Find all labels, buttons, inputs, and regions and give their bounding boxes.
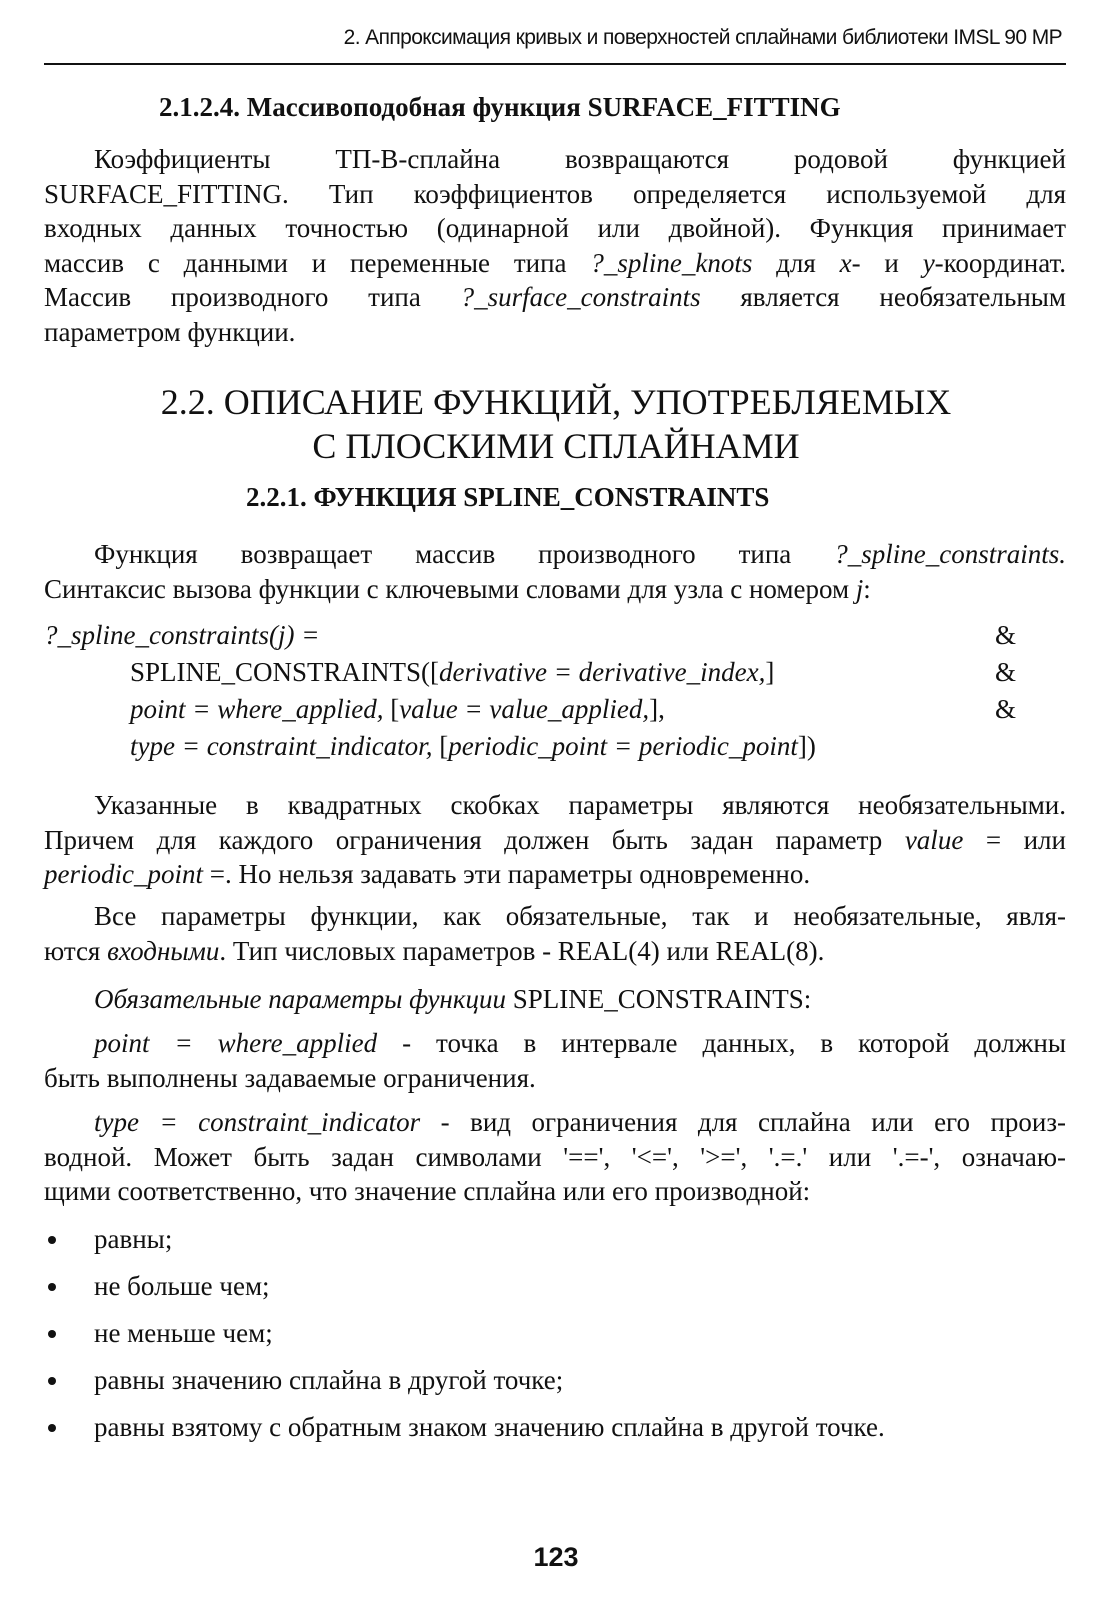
continuation-amp: & [994, 657, 1016, 687]
text-line: входных данных точностью (одинарной или двойной). Функция принимает [44, 213, 1066, 243]
list-item: равны взятому с обратным знаком значению сплайна в другой точке. [44, 1404, 885, 1451]
list-item: равны; [44, 1216, 885, 1263]
text-line: Функция возвращает массив производного типа ?_spline_constraints. [94, 539, 1066, 569]
code-line-4: type = constraint_indicator, [periodic_point = periodic_point]) [130, 731, 816, 761]
subsection-heading-surface-fitting: 2.1.2.4. Массивоподобная функция SURFACE_FITTING [159, 92, 841, 122]
code-line-1: ?_spline_constraints(j) = [44, 620, 320, 650]
paragraph-required-heading [44, 982, 1066, 1017]
text-line: SURFACE_FITTING. Тип коэффициентов определяется используемой для [44, 178, 1066, 209]
text-line: Обязательные параметры функции SPLINE_CONSTRAINTS: [94, 984, 812, 1014]
page-number: 123 [533, 1542, 579, 1572]
paragraph-function-intro [44, 537, 1066, 606]
text-line: Причем для каждого ограничения должен быть задан параметр value = или [44, 824, 1066, 855]
list-item: равны значению сплайна в другой точке; [44, 1357, 885, 1404]
text-line: параметром функции. [44, 316, 296, 347]
paragraph-optional-params [44, 788, 1066, 892]
running-head: 2. Аппроксимация кривых и поверхностей сплайнами библиотеки IMSL 90 MP [343, 26, 1062, 49]
text-line: periodic_point =. Но нельзя задавать эти параметры одновременно. [44, 859, 811, 889]
constraint-meaning-list [44, 1216, 885, 1451]
paragraph-point-param [44, 1026, 1066, 1095]
continuation-amp: & [994, 620, 1016, 650]
text-line: Коэффициенты ТП-В-сплайна возвращаются родовой функцией [94, 144, 1066, 174]
paragraph-type-param [44, 1105, 1066, 1209]
text-line: массив с данными и переменные типа ?_spline_knots для x- и y-координат. [44, 247, 1066, 278]
section-title-line: С ПЛОСКИМИ СПЛАЙНАМИ [312, 426, 800, 466]
code-line-2: SPLINE_CONSTRAINTS([derivative = derivative_index,] [130, 657, 775, 687]
header-rule [44, 63, 1066, 65]
text-line: щими соответственно, что значение сплайна или его производной: [44, 1176, 811, 1206]
text-line: Синтаксис вызова функции с ключевыми словами для узла с номером j: [44, 573, 871, 604]
section-title [0, 380, 1112, 468]
text-line: point = where_applied - точка в интервале данных, в которой должны [94, 1028, 1066, 1058]
text-line: Указанные в квадратных скобках параметры являются необязательными. [94, 790, 1066, 820]
text-line: быть выполнены задаваемые ограничения. [44, 1062, 536, 1093]
subsection-heading-spline-constraints: 2.2.1. ФУНКЦИЯ SPLINE_CONSTRAINTS [246, 482, 770, 512]
text-line: type = constraint_indicator - вид ограничения для сплайна или его произ- [94, 1107, 1066, 1137]
list-item: не больше чем; [44, 1263, 885, 1310]
section-title-line: 2.2. ОПИСАНИЕ ФУНКЦИЙ, УПОТРЕБЛЯЕМЫХ [160, 382, 952, 422]
paragraph-surface-fitting [44, 142, 1066, 349]
code-line-3: point = where_applied, [value = value_applied,], [130, 694, 665, 724]
list-item: не меньше чем; [44, 1310, 885, 1357]
text-line: водной. Может быть задан символами '==', '<=', '>=', '.=.' или '.=-', означаю- [44, 1141, 1066, 1172]
text-line: Все параметры функции, как обязательные, так и необязательные, явля- [94, 901, 1066, 931]
text-line: ются входными. Тип числовых параметров - REAL(4) или REAL(8). [44, 935, 825, 966]
paragraph-input-params [44, 899, 1066, 968]
text-line: Массив производного типа ?_surface_constraints является необязательным [44, 282, 1066, 312]
continuation-amp: & [994, 694, 1016, 724]
